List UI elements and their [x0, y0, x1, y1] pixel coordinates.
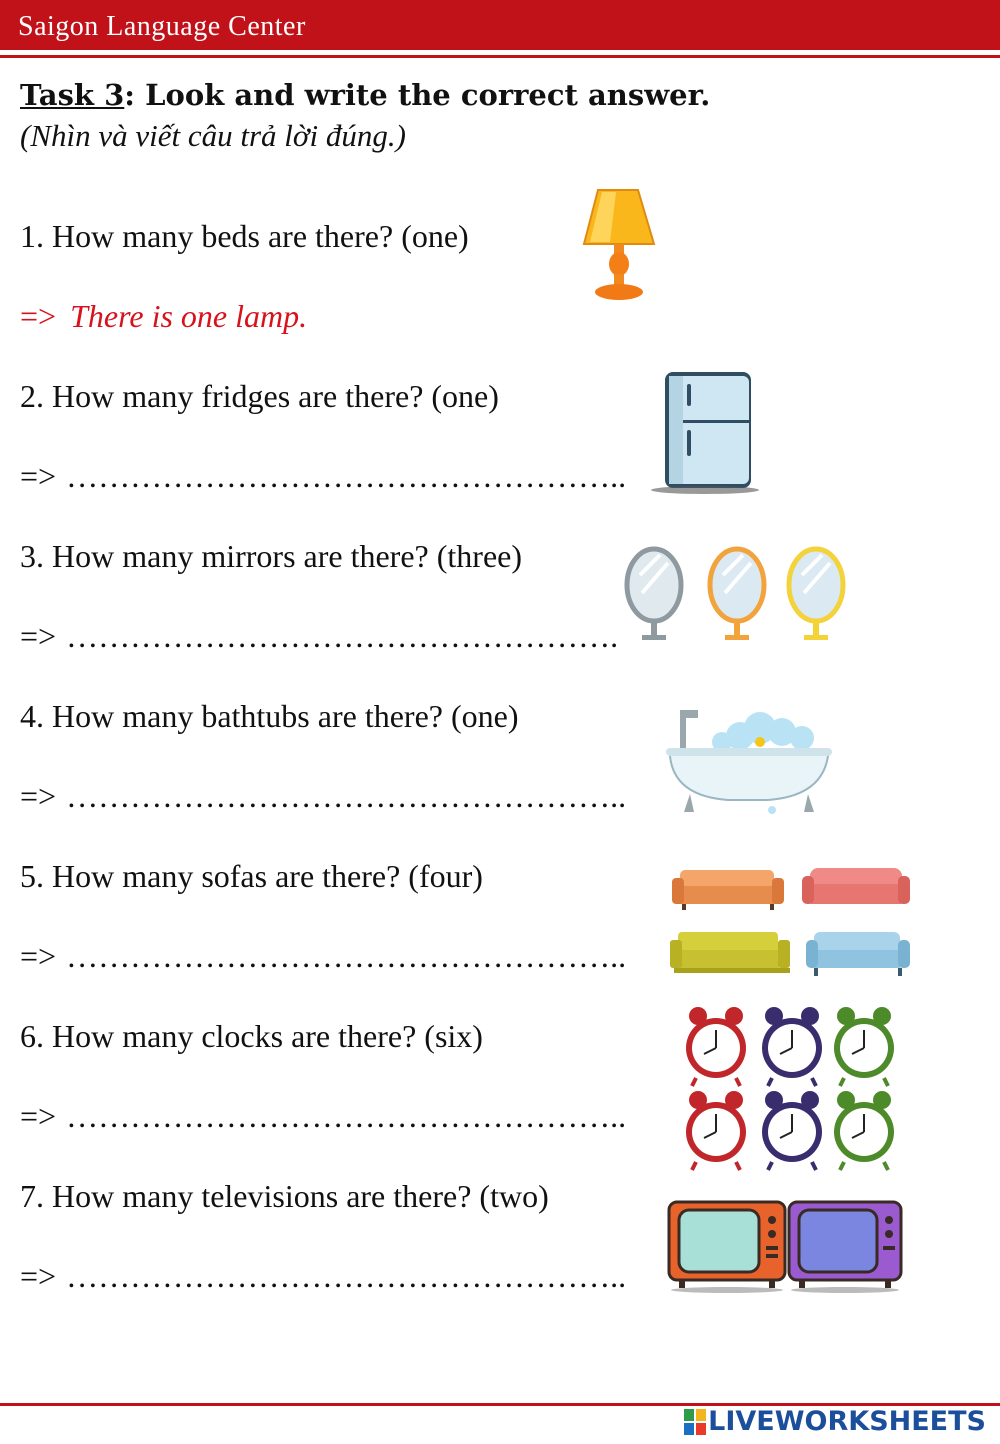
logo-text: LIVEWORKSHEETS: [708, 1406, 986, 1437]
answer-6: [20, 1098, 626, 1135]
question-1: 1. How many beds are there? (one): [20, 218, 469, 254]
answer-blank[interactable]: ……………………………………………..: [66, 938, 627, 974]
answer-prefix: =>: [20, 618, 57, 654]
question-2: 2. How many fridges are there? (one): [20, 378, 499, 414]
answer-blank[interactable]: …………………………………………….: [66, 618, 619, 654]
televisions-icon: [665, 1198, 905, 1294]
question-3: 3. How many mirrors are there? (three): [20, 538, 522, 574]
fridge-icon: [645, 370, 760, 496]
answer-1: [20, 298, 307, 335]
answer-text: There is one lamp.: [70, 298, 308, 334]
task-translation: (Nhìn và viết câu trả lời đúng.): [20, 118, 406, 153]
question-7: 7. How many televisions are there? (two): [20, 1178, 549, 1214]
liveworksheets-logo-icon: [684, 1407, 708, 1437]
answer-3: [20, 618, 618, 655]
answer-4: [20, 778, 626, 815]
liveworksheets-logo[interactable]: [684, 1406, 986, 1437]
answer-prefix: =>: [20, 778, 57, 814]
task-instruction: : Look and write the correct answer.: [124, 78, 711, 112]
answer-prefix: =>: [20, 1098, 57, 1134]
header-divider: [0, 55, 1000, 58]
sofas-icon: [660, 852, 915, 982]
answer-prefix: =>: [20, 1258, 57, 1294]
header-title: Saigon Language Center: [18, 11, 306, 42]
answer-7: [20, 1258, 626, 1295]
header-bar: [0, 0, 1000, 50]
task-label: Task 3: [20, 78, 125, 112]
clocks-icon: [680, 1000, 900, 1172]
answer-5: [20, 938, 626, 975]
answer-blank[interactable]: ……………………………………………..: [66, 1258, 627, 1294]
bathtub-icon: [660, 694, 835, 818]
lamp-icon: [580, 186, 660, 304]
answer-blank[interactable]: ……………………………………………..: [66, 778, 627, 814]
answer-blank[interactable]: ……………………………………………..: [66, 458, 627, 494]
mirrors-icon: [620, 545, 850, 647]
task-heading: [20, 78, 710, 112]
question-6: 6. How many clocks are there? (six): [20, 1018, 483, 1054]
answer-blank[interactable]: ……………………………………………..: [66, 1098, 627, 1134]
question-4: 4. How many bathtubs are there? (one): [20, 698, 519, 734]
question-5: 5. How many sofas are there? (four): [20, 858, 483, 894]
answer-2: [20, 458, 626, 495]
answer-prefix: =>: [20, 938, 57, 974]
answer-prefix: =>: [20, 458, 57, 494]
answer-prefix: =>: [20, 298, 57, 334]
